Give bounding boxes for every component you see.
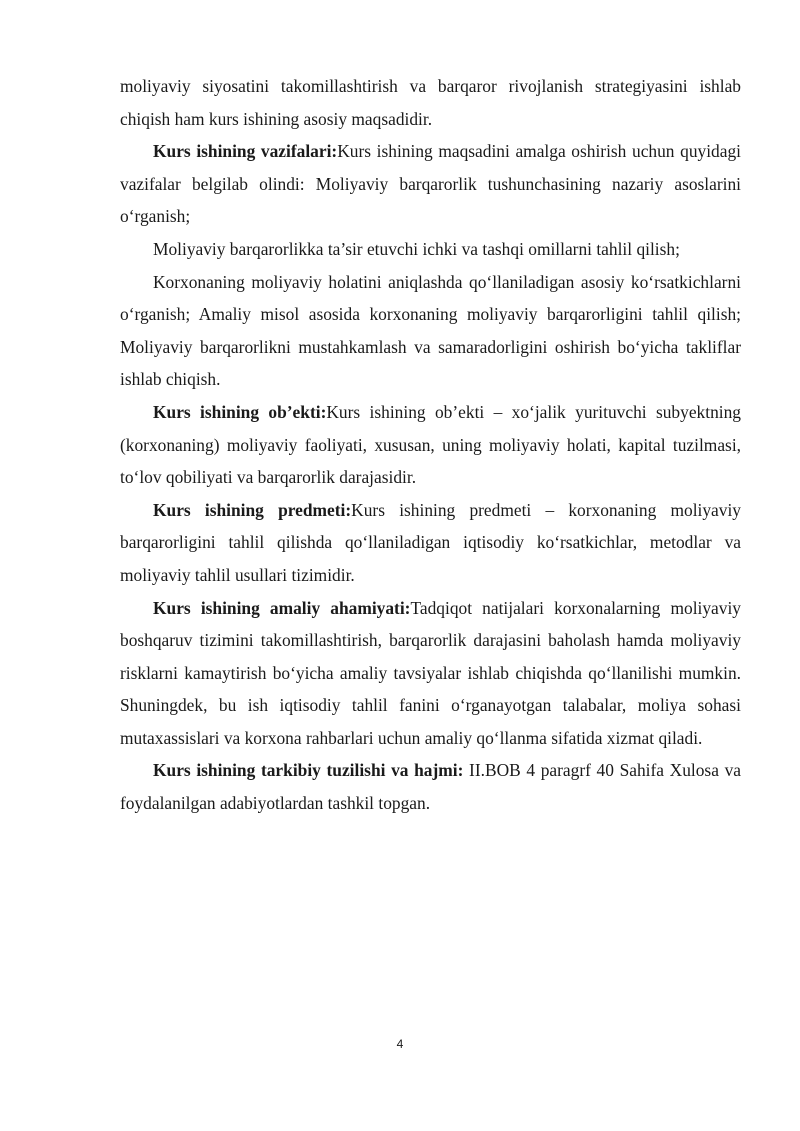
paragraph-vazifalari: [120, 135, 741, 233]
body-text: [120, 70, 741, 820]
paragraph-omillar-text: Moliyaviy barqarorlikka ta’sir etuvchi ichki va tashqi omillarni tahlil qilish;: [153, 238, 680, 259]
paragraph-tuzilishi: [120, 754, 741, 819]
paragraph-korsatkichlar-text: Korxonaning moliyaviy holatini aniqlashda qo‘llaniladigan asosiy ko‘rsatkichlarni o‘rganish; Amaliy misol asosida korxonaning moliyaviy barqarorligini tahlil qilish; Moliyaviy barqarorlikni mustahkamlash va samaradorligini oshirish bo‘yicha takliflar ishlab chiqish.: [120, 271, 741, 390]
heading-vazifalari: Kurs ishining vazifalari:: [153, 141, 338, 162]
paragraph-predmeti: [120, 494, 741, 592]
paragraph-ahamiyati-text: Tadqiqot natijalari korxonalarning moliyaviy boshqaruv tizimini takomillashtirish, barqarorlik darajasini baholash hamda moliyaviy risklarni kamaytirish bo‘yicha amaliy tavsiyalar ishlab chiqishda qo‘llanilishi mumkin. Shuningdek, bu ish iqtisodiy tahlil fanini o‘rganayotgan talabalar, moliya sohasi mutaxassislari va korxona rahbarlari uchun amaliy qo‘llanma sifatida xizmat qiladi.: [120, 597, 741, 748]
paragraph-predmeti-text: Kurs ishining predmeti – korxonaning moliyaviy barqarorligini tahlil qilishda qo‘llaniladigan iqtisodiy ko‘rsatkichlar, metodlar va moliyaviy tahlil usullari tizimidir.: [120, 499, 741, 585]
paragraph-vazifalari-text: Kurs ishining maqsadini amalga oshirish uchun quyidagi vazifalar belgilab olindi: Moliyaviy barqarorlik tushunchasining nazariy asoslarini o‘rganish;: [120, 141, 741, 227]
paragraph-obekti-text: Kurs ishining ob’ekti – xo‘jalik yurituvchi subyektning (korxonaning) moliyaviy faoliyati, xususan, uning moliyaviy holati, kapital tuzilmasi, to‘lov qobiliyati va barqarorlik darajasidir.: [120, 401, 741, 488]
paragraph-ahamiyati: [120, 592, 741, 755]
paragraph-intro-text: moliyaviy siyosatini takomillashtirish va barqaror rivojlanish strategiyasini ishlab chiqish ham kurs ishining asosiy maqsadidir.: [120, 76, 741, 129]
paragraph-korsatkichlar: [120, 266, 741, 396]
heading-obekti: Kurs ishining ob’ekti:: [153, 401, 327, 422]
heading-tuzilishi: Kurs ishining tarkibiy tuzilishi va hajmi:: [153, 760, 464, 781]
heading-predmeti: Kurs ishining predmeti:: [153, 499, 352, 520]
heading-ahamiyati: Kurs ishining amaliy ahamiyati:: [153, 597, 411, 618]
paragraph-obekti: [120, 396, 741, 494]
paragraph-intro: [120, 70, 741, 135]
paragraph-tuzilishi-text: II.BOB 4 paragrf 40 Sahifa Xulosa va foydalanilgan adabiyotlardan tashkil topgan.: [120, 760, 741, 814]
paragraph-omillar: [120, 233, 741, 266]
page-number: 4: [396, 1037, 404, 1051]
